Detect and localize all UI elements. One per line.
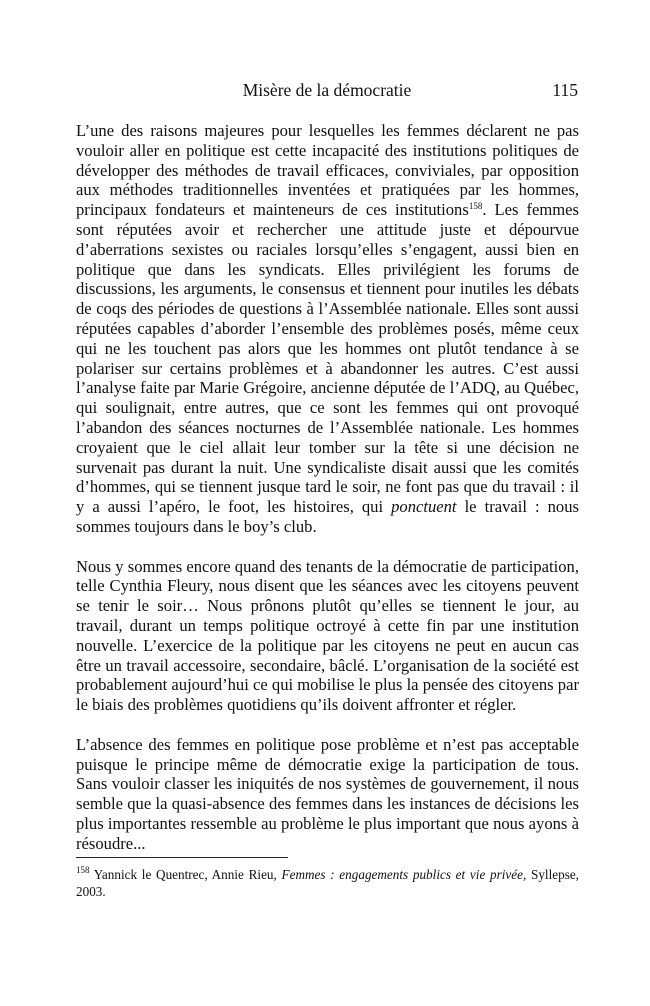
footnote-separator — [76, 857, 288, 858]
paragraph-1-text-c: le travail : nous sommes toujours dans le boy’s club. — [76, 497, 579, 536]
footnote-number: 158 — [76, 865, 90, 875]
emphasis-ponctuent: ponctuent — [391, 497, 457, 517]
paragraph-1-text-b: . Les femmes sont réputées avoir et rechercher une attitude juste et dépourvue d’aberrations sexistes ou raciales lorsqu’elles s’engagent, aussi bien en politique que dans les syndicats. Elles privilégient les forums de discussions, les arguments, le consensus et tiennent pour inutiles les débats de coqs des périodes de questions à l’Assemblée nationale. Elles sont aussi réputées capables d’aborder l’ensemble des problèmes posés, même ceux qui ne les touchent pas alors que les hommes ont plutôt tendance à se polariser sur certains problèmes et à abandonner les autres. C’est aussi l’analyse faite par Marie Grégoire, ancienne députée de l’ADQ, au Québec, qui soulignait, entre autres, que ce sont les femmes qui ont provoqué l’abandon des séances nocturnes de l’Assemblée nationale. Les hommes croyaient que le ciel allait leur tomber sur la tête si une décision ne survenait pas durant la nuit. Une syndicaliste disait aussi que les comités d’hommes, qui se tiennent jusque tard le soir, ne font pas que du travail : il y a aussi l’apéro, le foot, les histoires, qui — [76, 200, 580, 517]
footnote-reference[interactable]: 158 — [468, 201, 483, 212]
paragraph-2: Nous y sommes encore quand des tenants de la démocratie de participation, telle Cynthia Fleury, nous disent que les séances avec les citoyens peuvent se tenir le soir… Nous prônons plutôt qu’elles se tiennent le jour, au travail, durant un temps politique octroyé à cette fin par une institution nouvelle. L’exercice de la politique par les citoyens ne peut en aucun cas être un travail accessoire, secondaire, bâclé. L’organisation de la société est probablement aujourd’hui ce qui mobilise le plus la pensée des citoyens par le biais des problèmes quotidiens qu’ils doivent affronter et régler. — [76, 556, 579, 715]
footnote-authors: Yannick le Quentrec, Annie Rieu, — [89, 867, 282, 882]
page-number: 115 — [552, 80, 578, 100]
running-title: Misère de la démocratie — [242, 80, 412, 100]
footnote-publisher: , Syllepse, 2003. — [76, 867, 579, 899]
paragraph-1 — [76, 121, 579, 537]
running-header — [76, 80, 578, 104]
paragraph-1-text-a: L’une des raisons majeures pour lesquelles les femmes déclarent ne pas vouloir aller en politique est cette incapacité des institutions politiques de développer des méthodes de travail efficaces, conviviales, par opposition aux méthodes traditionnelles inventées et pratiquées par les hommes, principaux fondateurs et mainteneurs de ces institutions — [76, 121, 579, 220]
body-text — [76, 121, 579, 873]
footnote — [76, 866, 579, 900]
paragraph-3: L’absence des femmes en politique pose problème et n’est pas acceptable puisque le principe même de démocratie exige la participation de tous. Sans vouloir classer les iniquités de nos systèmes de gouvernement, il nous semble que la quasi-absence des femmes dans les instances de décisions les plus importantes ressemble au problème le plus important que nous ayons à résoudre... — [76, 734, 579, 853]
footnote-title: Femmes : engagements publics et vie privée — [281, 867, 523, 882]
